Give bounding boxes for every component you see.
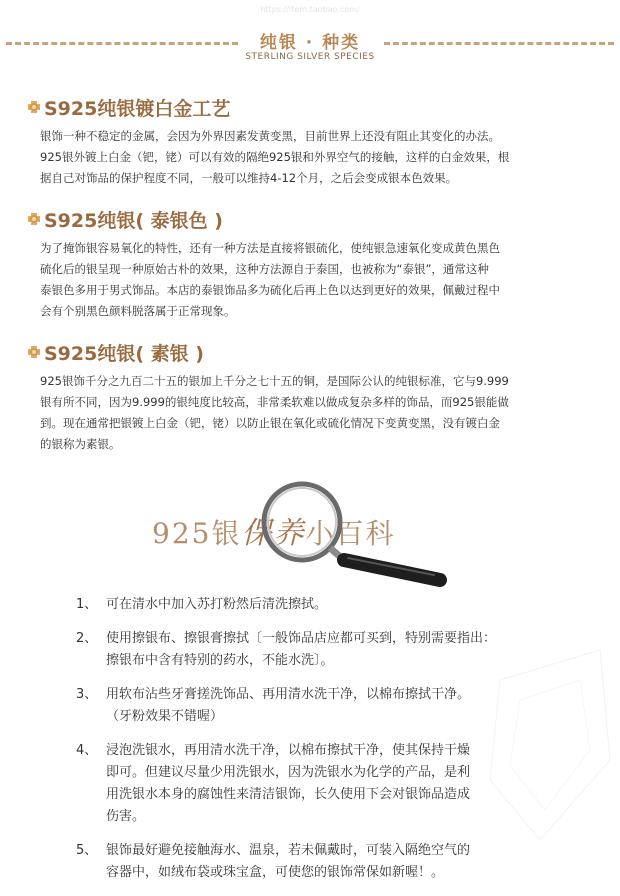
- tip-line: 银饰最好避免接触海水、温泉，若未佩戴时，可装入隔绝空气的: [106, 843, 471, 858]
- tip-number: 5、: [76, 843, 98, 858]
- banner-suffix: 小百科: [305, 517, 396, 550]
- background-decoration: [480, 640, 620, 880]
- tip-number: 2、: [76, 631, 98, 646]
- tip-number: 4、: [76, 743, 98, 758]
- tip-number: 3、: [76, 687, 98, 702]
- section-line: 会有个别黑色颜料脱落属于正常现象。: [40, 304, 236, 318]
- section-title: S925纯银镀白金工艺: [44, 97, 231, 120]
- header-title: 纯银 · 种类: [259, 33, 361, 53]
- flower-icon: [28, 101, 40, 113]
- tip-line: 容器中，如绒布袋或珠宝盒，可使您的银饰常保如新喔！。: [106, 865, 445, 880]
- tip-number: 1、: [76, 597, 98, 612]
- header-url: https://item.taobao.com/: [260, 5, 360, 14]
- header: [0, 0, 620, 72]
- section-line: 银饰一种不稳定的金属，会因为外界因素发黄变黑，目前世界上还没有阻止其变化的办法。: [40, 129, 500, 143]
- section-line: 硫化后的银呈现一种原始古朴的效果，这种方法源自于泰国，也被称为“泰银”，通常这种: [40, 262, 489, 276]
- tip-line: 伤害。: [106, 809, 146, 824]
- tip-line: 擦银布中含有特别的药水，不能水洗〕。: [106, 653, 334, 668]
- tip-line: （牙粉效果不错喔）: [106, 709, 224, 724]
- header-subtitle: STERLING SILVER SPECIES: [245, 52, 375, 62]
- section-platinum-plating: [28, 94, 588, 189]
- list-item: [76, 594, 576, 616]
- section-line: 到。现在通常把银镀上白金（钯，铑）以防止银在氧化或硫化情况下变黄变黑，没有镀白金: [40, 416, 500, 430]
- section-plain-silver: [28, 339, 588, 455]
- tip-line: 即可。但建议尽量少用洗银水，因为洗银水为化学的产品，是利: [106, 765, 471, 780]
- care-banner: [0, 480, 620, 590]
- section-line: 泰银色多用于男式饰品。本店的泰银饰品多为硫化后再上色以达到更好的效果，佩戴过程中: [40, 283, 500, 297]
- tip-line: 使用擦银布、擦银膏擦拭〔一般饰品店应都可买到，特别需要指出：: [106, 631, 497, 646]
- section-body: [28, 371, 588, 455]
- section-title: S925纯银( 素银 ): [44, 342, 204, 365]
- banner-highlight: 保养: [241, 516, 306, 551]
- section-line: 银有所不同，因为9.999的银纯度比较高，非常柔软难以做成复杂多样的饰品，而925银能做: [40, 395, 509, 409]
- flower-icon: [28, 213, 40, 225]
- section-body: [28, 238, 588, 322]
- section-thai-silver: [28, 206, 588, 322]
- banner-prefix: 925银: [152, 517, 242, 550]
- section-line: 为了掩饰银容易氧化的特性，还有一种方法是直接将银硫化，使纯银急速氧化变成黄色黑色: [40, 241, 500, 255]
- section-title: S925纯银( 泰银色 ): [44, 209, 223, 232]
- tip-line: 浸泡洗银水，再用清水洗干净，以棉布擦拭干净，使其保持干燥: [106, 743, 471, 758]
- section-body: [28, 126, 588, 189]
- tip-line: 用软布沾些牙膏搓洗饰品、再用清水洗干净，以棉布擦拭干净。: [106, 687, 471, 702]
- section-line: 925银外镀上白金（钯，铑）可以有效的隔绝925银和外界空气的接触，这样的白金效果，根: [40, 150, 510, 164]
- section-line: 925银饰千分之九百二十五的银加上千分之七十五的铜，是国际公认的纯银标准，它与9.999: [40, 374, 509, 388]
- section-line: 的银称为素银。: [40, 437, 121, 451]
- flower-icon: [28, 346, 40, 358]
- section-line: 据自己对饰品的保护程度不同，一般可以维持4-12个月，之后会变成银本色效果。: [40, 171, 458, 185]
- tip-line: 用洗银水本身的腐蚀性来清洁银饰，长久使用下会对银饰品造成: [106, 787, 471, 802]
- magnifying-glass-icon: [244, 480, 454, 590]
- tip-line: 可在清水中加入苏打粉然后清洗擦拭。: [106, 597, 328, 612]
